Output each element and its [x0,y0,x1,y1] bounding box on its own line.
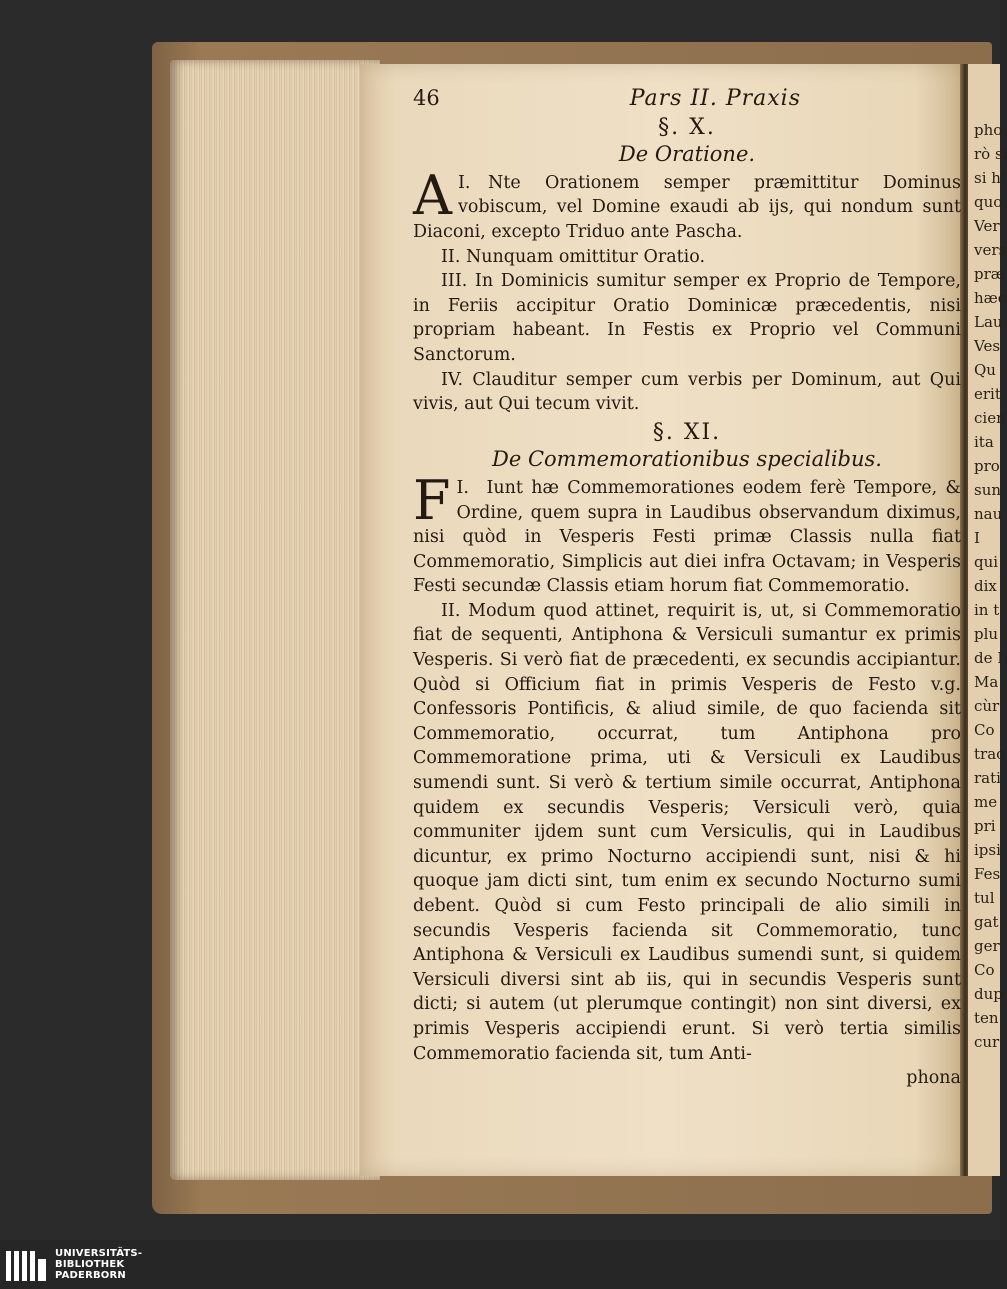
next-page-line: dup [974,985,1003,1003]
section-title: De Oratione. [618,142,756,167]
next-page-line: ger [974,937,1000,955]
next-page-line: ita [974,433,994,451]
right-page-fragment [968,64,1007,1176]
paragraph: II. Modum quod attinet, requirit is, ut, si Commemoratio fiat de sequenti, Antiphona & Versiculi sumantur ex primis Vesperis. Si verò fiat de præcedenti, ex secundis accipiantur. Quòd si Officium fiat in primis Vesperis de Festo v.g. Confessoris Pontificis, & aliud simile, de quo facienda sit Commemoratio, occurrat, tum Antiphona pro Commemoratione prima, uti & Versiculi ex Laudibus sumendi sunt. Si verò & tertium simile occurrat, Antiphona quidem ex secundis Vesperis; Versiculi verò, quia communiter ijdem sunt cum Versiculis, qui in Laudibus dicuntur, ex primo Nocturno accipiendi sunt, nisi & hi quoque jam dicti sint, tum enim ex secundo Nocturno sumi debent. Quòd si cum Festo principali de alio simili in secundis Vesperis facienda sit Commemoratio, tunc Antiphona & Versiculi ex Laudibus sumendi sunt, si quidem Versiculi diversi sint ab iis, qui in secundis Vesperis sunt dicti; si autem (ut plerumque contingit) non sint diversi, ex primis Vesperis accipiendi erunt. Si verò tertia similis Commemoratio facienda sit, tum Anti- [413,600,961,1064]
next-page-line: præ [974,265,1005,283]
next-page-line: trac [974,745,1005,763]
next-page-line: Ves [974,337,1001,355]
next-page-line: cùr [974,697,1000,715]
next-page-line: plu [974,625,999,643]
next-page-line: Co [974,721,995,739]
next-page-line: si hi [974,169,1006,187]
next-page-line: dix [974,577,997,595]
next-page-line: Co [974,961,995,979]
next-page-line: in t [974,601,1000,619]
next-page-line: Qu [974,361,996,379]
section-title: De Commemorationibus specialibus. [492,447,882,472]
next-page-line: Fes [974,865,1001,883]
next-page-line: I [974,529,980,547]
next-page-line: hæc [974,289,1007,307]
next-page-line: cur [974,1033,1000,1051]
running-header [413,86,961,112]
page-edges [170,60,380,1180]
logo-bars-icon [6,1247,49,1281]
next-page-line: pri [974,817,996,835]
next-page-line: pro [974,457,1000,475]
paragraph: II. Nunquam omittitur Oratio. [441,246,706,267]
next-page-line: erit [974,385,1001,403]
drop-cap: F [413,468,451,532]
next-page-line: rò si [974,145,1007,163]
next-page-line: ten [974,1009,999,1027]
next-page-line: rati [974,769,1001,787]
next-page-line: ipsi [974,841,1001,859]
next-page-line: tul [974,889,995,907]
next-page-line: sun [974,481,1002,499]
running-title: Pars II. Praxis [629,86,801,111]
next-page-line: pho [974,121,1003,139]
catchword: phona [906,1068,961,1089]
next-page-line: Ma [974,673,999,691]
next-page-line: de I [974,649,1004,667]
section-number: §. X. [658,114,716,140]
next-page-line: Ver [974,217,1000,235]
drop-cap: A [413,163,452,227]
next-page-line: gat [974,913,999,931]
paragraph: III. In Dominicis sumitur semper ex Proprio de Tempore, in Feriis accipitur Oratio Dominicæ præcedentis, nisi propriam habeant. In Festis ex Proprio vel Communi Sanctorum. [413,271,961,365]
next-page-line: me [974,793,998,811]
paragraph-number: I. [458,172,471,193]
page-number: 46 [413,86,440,110]
paragraph [413,163,961,245]
paragraph-text: Nte Orationem semper præmittitur Dominus vobiscum, vel Domine exaudi ab ijs, qui nondum sunt Diaconi, excepto Triduo ante Pascha. [413,172,961,242]
paragraph [413,468,961,599]
next-page-line: Lau [974,313,1003,331]
next-page-line: nau [974,505,1003,523]
next-page-line: quo [974,193,1003,211]
paragraph-number: I. [456,477,469,498]
paragraph: IV. Clauditur semper cum verbis per Dominum, aut Qui vivis, aut Qui tecum vivit. [413,369,961,415]
logo-text: UNIVERSITÄTS- BIBLIOTHEK PADERBORN [55,1247,143,1281]
library-logo [6,1244,206,1284]
next-page-line: vers [974,241,1007,259]
section-number: §. XI. [652,419,722,445]
next-page-line: qui [974,553,999,571]
page-text [413,86,961,1091]
next-page-line: cien [974,409,1006,427]
paragraph-text: Iunt hæ Commemorationes eodem ferè Tempore, & Ordine, quem supra in Laudibus observandum diximus, nisi quòd in Vesperis Festi primæ Classis nulla fiat Commemoratio, Simplicis aut diei infra Octavam; in Vesperis Festi secundæ Classis etiam horum fiat Commemoratio. [413,477,961,597]
